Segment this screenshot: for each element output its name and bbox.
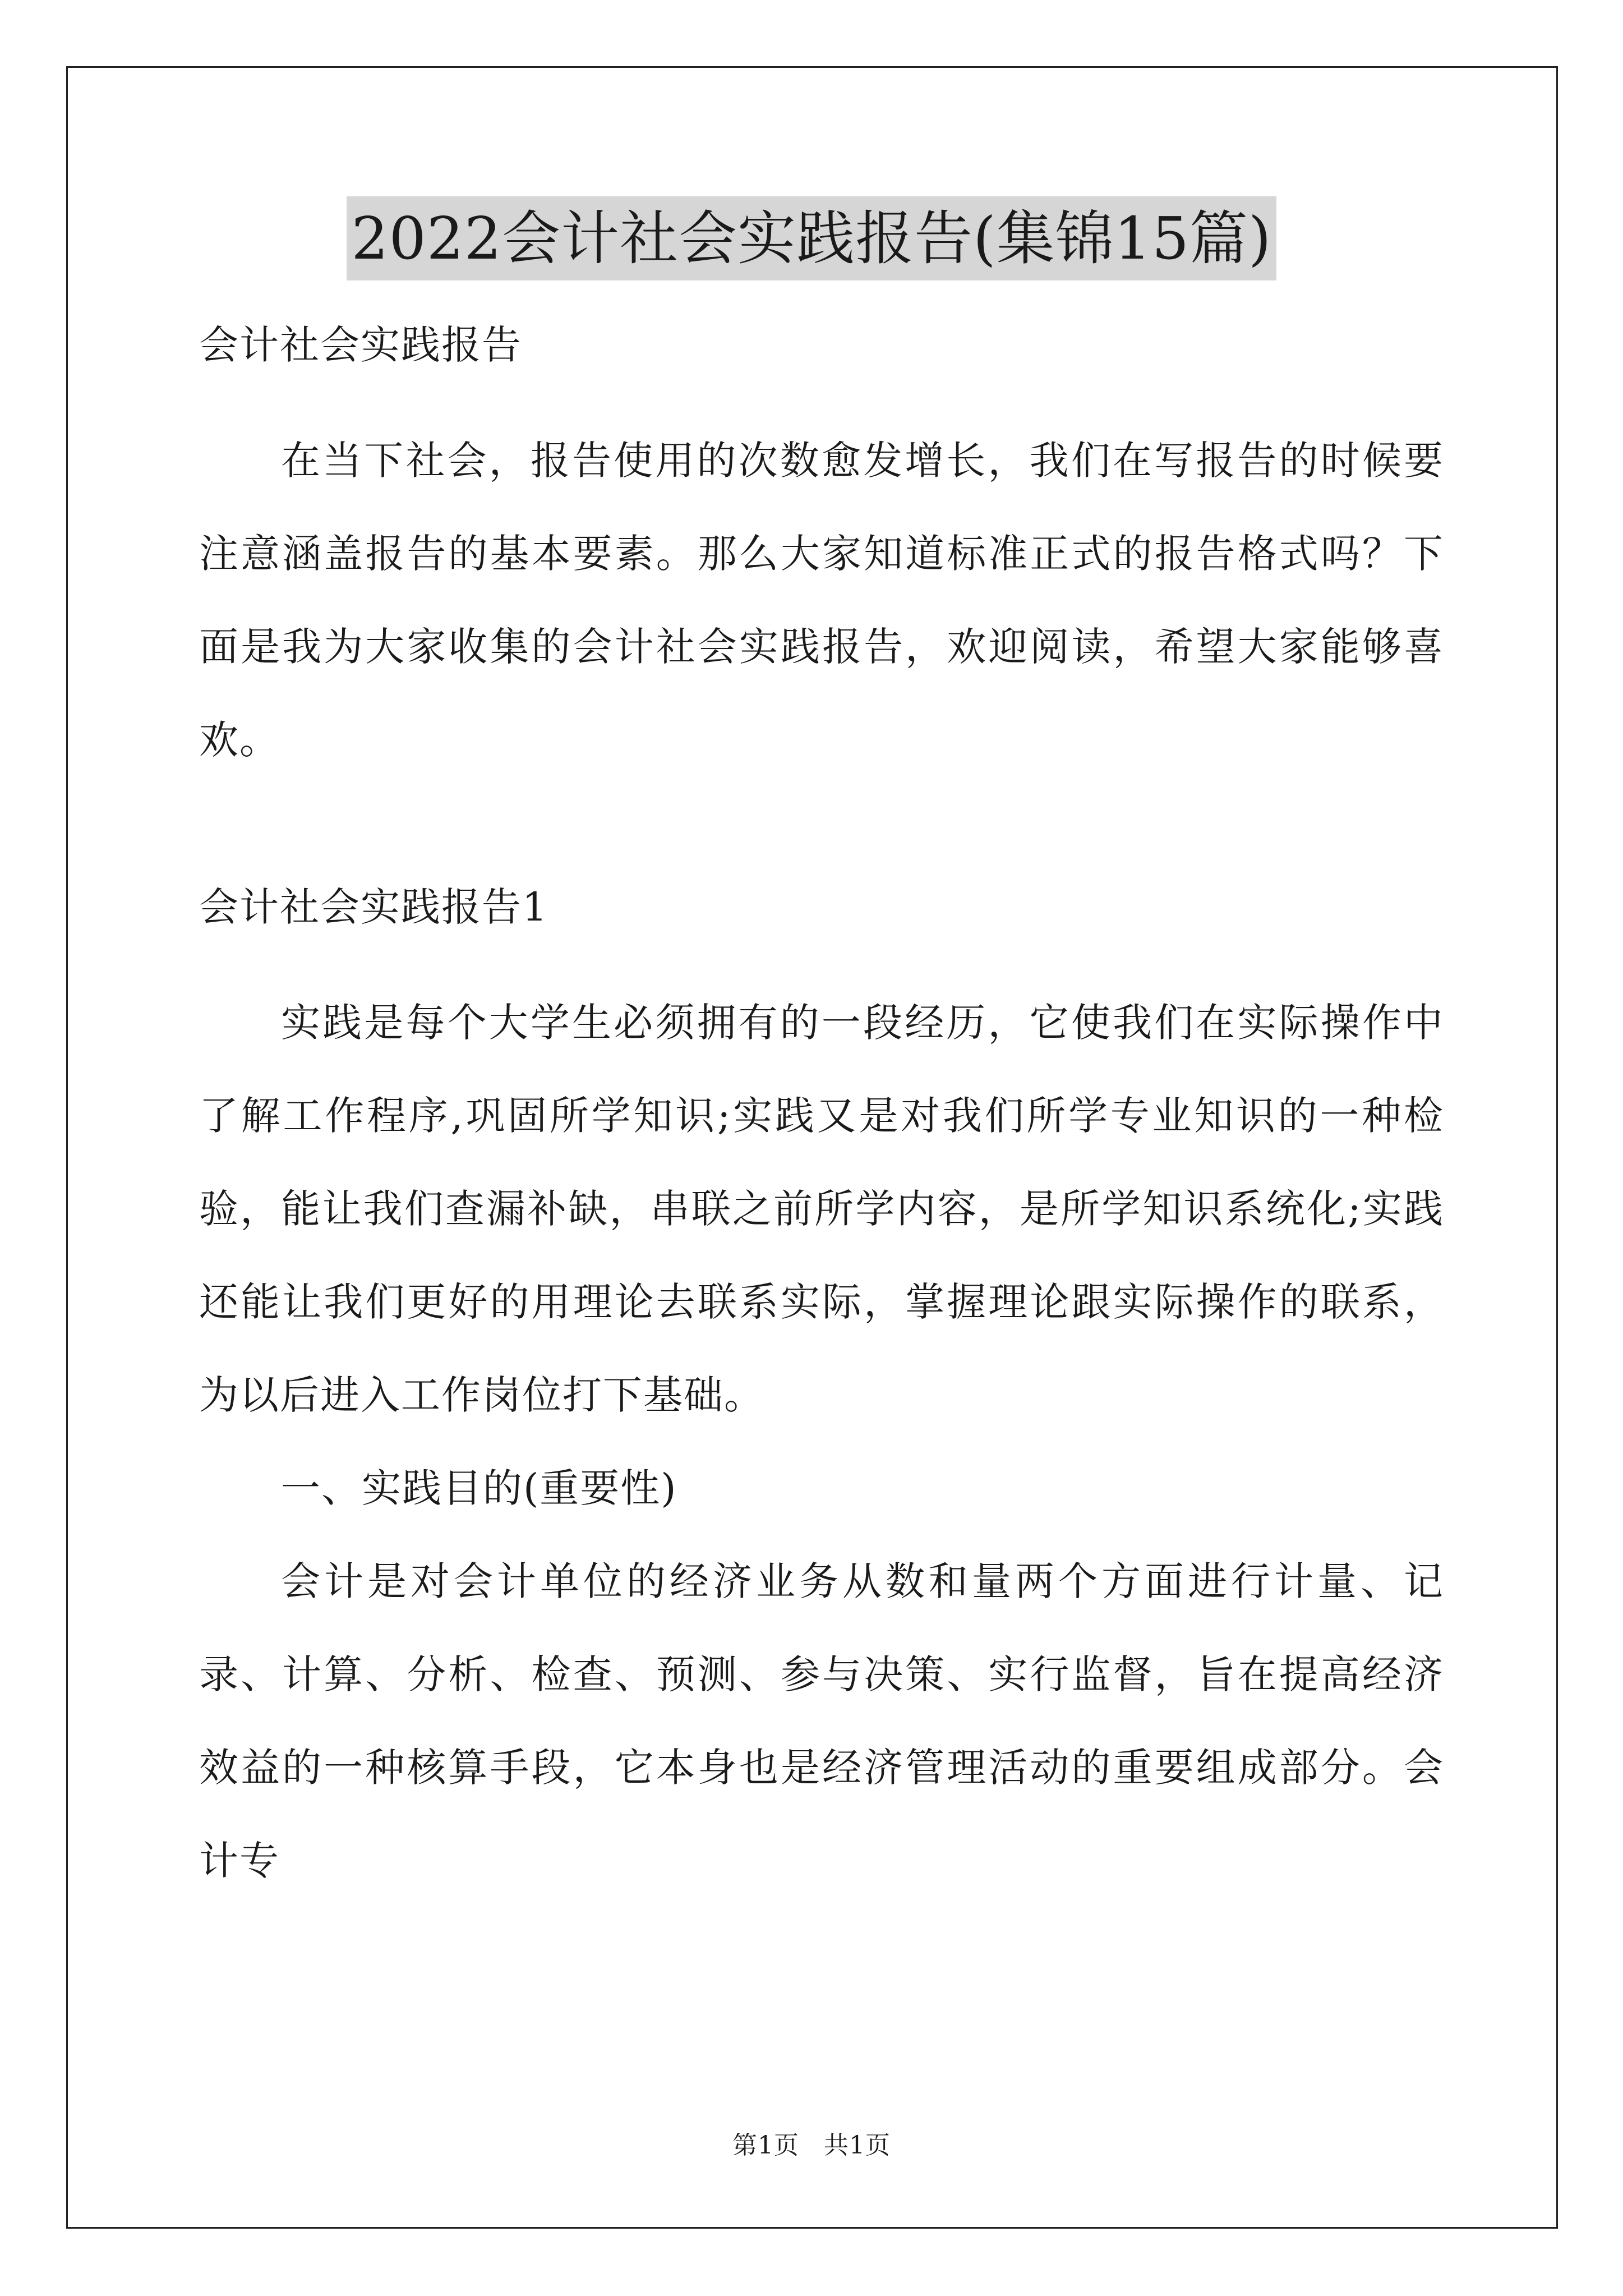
intro-paragraph: 在当下社会，报告使用的次数愈发增长，我们在写报告的时候要注意涵盖报告的基本要素。那么大家知道标准正式的报告格式吗？下面是我为大家收集的会计社会实践报告，欢迎阅读，希望大家能够喜欢。 — [199, 438, 1444, 763]
intro-heading: 会计社会实践报告 — [199, 322, 522, 368]
page-number: 第1页 — [732, 2131, 799, 2160]
page-total: 共1页 — [824, 2131, 891, 2160]
document-title: 2022会计社会实践报告(集锦15篇) — [347, 196, 1276, 280]
title-container — [0, 196, 1623, 280]
section1-subheading: 一、实践目的(重要性) — [281, 1465, 677, 1511]
section-spacer — [199, 786, 1444, 876]
document-body — [199, 314, 1444, 1907]
page-footer — [0, 2129, 1623, 2162]
section1-paragraph-2: 会计是对会计单位的经济业务从数和量两个方面进行计量、记录、计算、分析、检查、预测、参与决策、实行监督，旨在提高经济效益的一种核算手段，它本身也是经济管理活动的重要组成部分。会计专 — [199, 1558, 1444, 1884]
section1-heading: 会计社会实践报告1 — [199, 884, 548, 930]
section1-paragraph-1: 实践是每个大学生必须拥有的一段经历，它使我们在实际操作中了解工作程序,巩固所学知识;实践又是对我们所学专业知识的一种检验，能让我们查漏补缺，串联之前所学内容，是所学知识系统化;实践还能让我们更好的用理论去联系实际，掌握理论跟实际操作的联系，为以后进入工作岗位打下基础。 — [199, 1000, 1444, 1418]
